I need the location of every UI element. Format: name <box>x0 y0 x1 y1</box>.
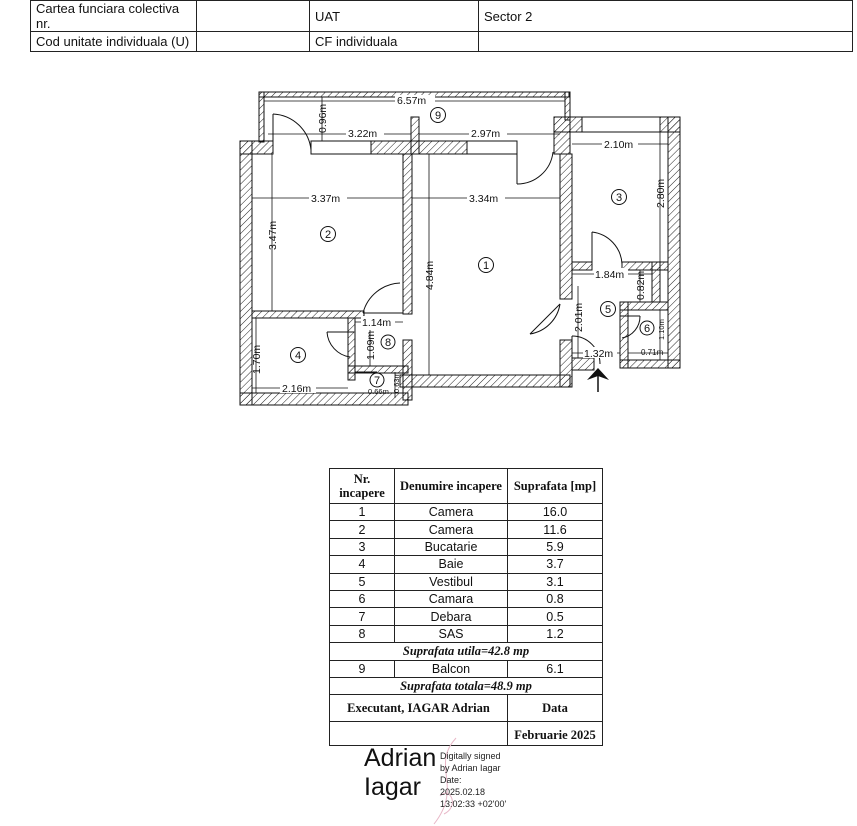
cell-nr: 2 <box>330 521 395 538</box>
table-row <box>330 660 603 677</box>
dim-1-32: 1.32m <box>584 348 614 360</box>
table-row <box>330 538 603 555</box>
svg-text:8: 8 <box>384 337 392 349</box>
dim-0-66: 0.66m <box>368 387 389 396</box>
cell-nr: 1 <box>330 504 395 521</box>
header-row <box>31 1 853 32</box>
svg-text:3: 3 <box>615 192 623 204</box>
dim-0-82: 0.82m <box>635 270 647 300</box>
table-row <box>330 556 603 573</box>
dim-2-16: 2.16m <box>282 383 312 395</box>
dim-3-47: 3.47m <box>267 220 279 250</box>
cell-name: Balcon <box>395 660 508 677</box>
cell-nr: 9 <box>330 660 395 677</box>
cell-nr: 6 <box>330 590 395 607</box>
total-area-row <box>330 677 603 694</box>
cell-area: 3.7 <box>508 556 603 573</box>
cell-name: Camara <box>395 590 508 607</box>
dim-3-37: 3.37m <box>311 193 341 205</box>
date-value: Februarie 2025 <box>508 722 603 745</box>
room-marker-2 <box>321 227 336 242</box>
signature-meta <box>440 750 507 810</box>
cell-name: Bucatarie <box>395 538 508 555</box>
executant-row <box>330 695 603 722</box>
cell-area: 0.8 <box>508 590 603 607</box>
value-cod-unitate <box>197 32 310 52</box>
value-cf-individuala <box>479 32 853 52</box>
cell-nr: 5 <box>330 573 395 590</box>
cell-area: 3.1 <box>508 573 603 590</box>
dim-1-84: 1.84m <box>595 269 625 281</box>
svg-text:5: 5 <box>604 304 612 316</box>
date-label: Data <box>508 695 603 722</box>
signature-row <box>330 722 603 745</box>
dim-1-14: 1.14m <box>362 317 392 329</box>
cell-name: Vestibul <box>395 573 508 590</box>
rooms-table <box>329 468 603 810</box>
rooms-table-header <box>330 469 603 504</box>
room-marker-6 <box>640 321 654 335</box>
dim-2-01: 2.01m <box>573 302 585 332</box>
cadastral-header-table <box>30 0 853 52</box>
room-marker-4 <box>291 348 306 363</box>
signature-meta-line: by Adrian Iagar <box>440 763 501 774</box>
cell-area: 5.9 <box>508 538 603 555</box>
dim-1-10: 1.10m <box>657 319 666 340</box>
floor-plan <box>0 80 857 410</box>
dim-1-09: 1.09m <box>365 330 377 360</box>
cell-name: Camera <box>395 504 508 521</box>
room-marker-1 <box>479 258 494 273</box>
signer-name <box>364 744 436 802</box>
table-row <box>330 521 603 538</box>
svg-text:2: 2 <box>324 229 332 241</box>
dim-2-10: 2.10m <box>604 139 634 151</box>
signer-last-name: Iagar <box>364 773 421 802</box>
dim-4-84: 4.84m <box>424 260 436 290</box>
cell-nr: 7 <box>330 608 395 625</box>
dim-2-80: 2.80m <box>655 178 667 208</box>
entrance-arrow-icon <box>587 368 609 392</box>
cell-nr: 3 <box>330 538 395 555</box>
dim-6-57: 6.57m <box>397 95 427 107</box>
label-carte-funciara: Cartea funciara colectiva nr. <box>31 1 197 32</box>
dim-0-63: 0.63m <box>392 372 401 393</box>
dim-0-96: 0.96m <box>317 103 329 133</box>
cell-nr: 4 <box>330 556 395 573</box>
svg-text:4: 4 <box>294 350 302 362</box>
signature-meta-line: 13:02:33 +02'00' <box>440 799 507 810</box>
cell-area: 1.2 <box>508 625 603 642</box>
dim-2-97: 2.97m <box>471 128 501 140</box>
dim-0-71: 0.71m <box>641 348 664 357</box>
signature-meta-line: Digitally signed <box>440 751 501 762</box>
table-row <box>330 625 603 642</box>
cell-area: 11.6 <box>508 521 603 538</box>
label-uat: UAT <box>310 1 479 32</box>
useful-area-row <box>330 643 603 660</box>
label-cf-individuala: CF individuala <box>310 32 479 52</box>
room-marker-5 <box>601 302 616 317</box>
signature-meta-line: Date: 2025.02.18 <box>440 775 486 798</box>
table-row <box>330 590 603 607</box>
cell-name: Debara <box>395 608 508 625</box>
room-marker-8 <box>381 335 395 349</box>
executant: Executant, IAGAR Adrian <box>330 695 508 722</box>
signature-block <box>330 722 508 810</box>
cell-name: SAS <box>395 625 508 642</box>
useful-area: Suprafata utila=42.8 mp <box>330 643 603 660</box>
cell-area: 0.5 <box>508 608 603 625</box>
dim-3-22: 3.22m <box>348 128 378 140</box>
col-header-area: Suprafata [mp] <box>508 469 603 504</box>
table-row <box>330 573 603 590</box>
room-marker-7 <box>370 373 384 387</box>
table-row <box>330 608 603 625</box>
table-row <box>330 504 603 521</box>
col-header-name: Denumire incapere <box>395 469 508 504</box>
cell-name: Camera <box>395 521 508 538</box>
svg-text:9: 9 <box>434 110 442 122</box>
room-marker-9 <box>431 108 446 123</box>
signer-first-name: Adrian <box>364 744 437 773</box>
value-carte-funciara <box>197 1 310 32</box>
room-marker-3 <box>612 190 627 205</box>
svg-text:7: 7 <box>373 375 381 387</box>
cell-name: Baie <box>395 556 508 573</box>
dim-1-70: 1.70m <box>251 344 263 374</box>
dim-3-34: 3.34m <box>469 193 499 205</box>
total-area: Suprafata totala=48.9 mp <box>330 677 603 694</box>
label-cod-unitate: Cod unitate individuala (U) <box>31 32 197 52</box>
value-uat: Sector 2 <box>479 1 853 32</box>
col-header-nr: Nr. incapere <box>330 469 395 504</box>
header-row <box>31 32 853 52</box>
dimension-labels <box>251 95 667 396</box>
svg-text:6: 6 <box>643 323 651 335</box>
cell-area: 16.0 <box>508 504 603 521</box>
svg-text:1: 1 <box>482 260 490 272</box>
cell-area: 6.1 <box>508 660 603 677</box>
cell-nr: 8 <box>330 625 395 642</box>
